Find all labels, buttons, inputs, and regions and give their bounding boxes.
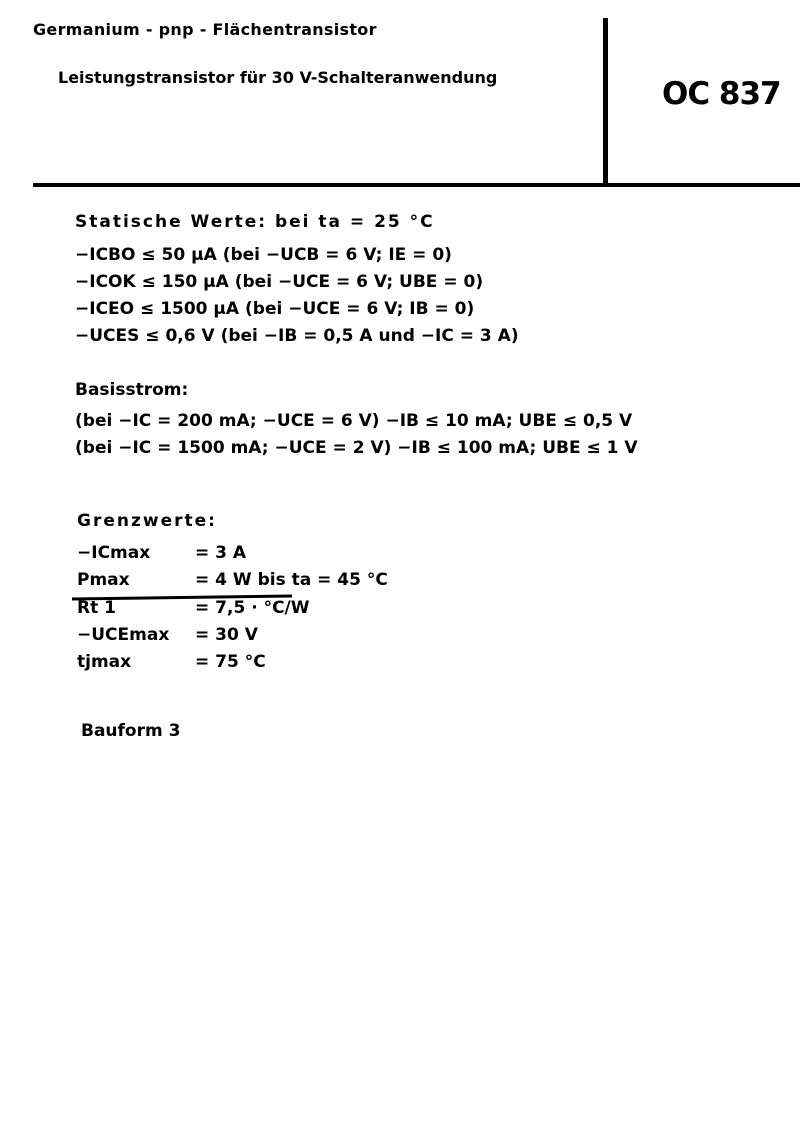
- limit-label: −ICmax: [77, 543, 151, 563]
- package-type: Bauform 3: [81, 721, 181, 741]
- limit-label: tjmax: [77, 652, 132, 672]
- limit-label: Pmax: [77, 570, 130, 590]
- limit-value: = 7,5 · °C/W: [195, 598, 310, 618]
- limits-heading: Grenzwerte:: [77, 511, 217, 531]
- part-number: OC 837: [662, 76, 781, 112]
- limit-value: = 3 A: [195, 543, 247, 563]
- static-row: −UCES ≤ 0,6 V (bei −IB = 0,5 A und −IC = 3 A): [75, 326, 519, 346]
- base-current-row: (bei −IC = 200 mA; −UCE = 6 V) −IB ≤ 10 mA; UBE ≤ 0,5 V: [75, 411, 633, 431]
- base-current-heading: Basisstrom:: [75, 380, 189, 400]
- limit-value: = 4 W bis ta = 45 °C: [195, 570, 388, 590]
- header-horizontal-divider: [33, 183, 800, 187]
- document-title: Germanium - pnp - Flächentransistor: [33, 20, 377, 39]
- document-subtitle: Leistungstransistor für 30 V-Schalteranwendung: [58, 68, 498, 87]
- base-current-row: (bei −IC = 1500 mA; −UCE = 2 V) −IB ≤ 100 mA; UBE ≤ 1 V: [75, 438, 638, 458]
- limit-label: Rt 1: [77, 598, 116, 618]
- limit-value: = 75 °C: [195, 652, 266, 672]
- static-row: −ICOK ≤ 150 μA (bei −UCE = 6 V; UBE = 0): [75, 272, 484, 292]
- header-vertical-divider: [603, 18, 608, 184]
- limit-label: −UCEmax: [77, 625, 170, 645]
- static-row: −ICEO ≤ 1500 μA (bei −UCE = 6 V; IB = 0): [75, 299, 475, 319]
- static-row: −ICBO ≤ 50 μA (bei −UCB = 6 V; IE = 0): [75, 245, 452, 265]
- limit-value: = 30 V: [195, 625, 258, 645]
- static-values-heading: Statische Werte: bei ta = 25 °C: [75, 212, 435, 232]
